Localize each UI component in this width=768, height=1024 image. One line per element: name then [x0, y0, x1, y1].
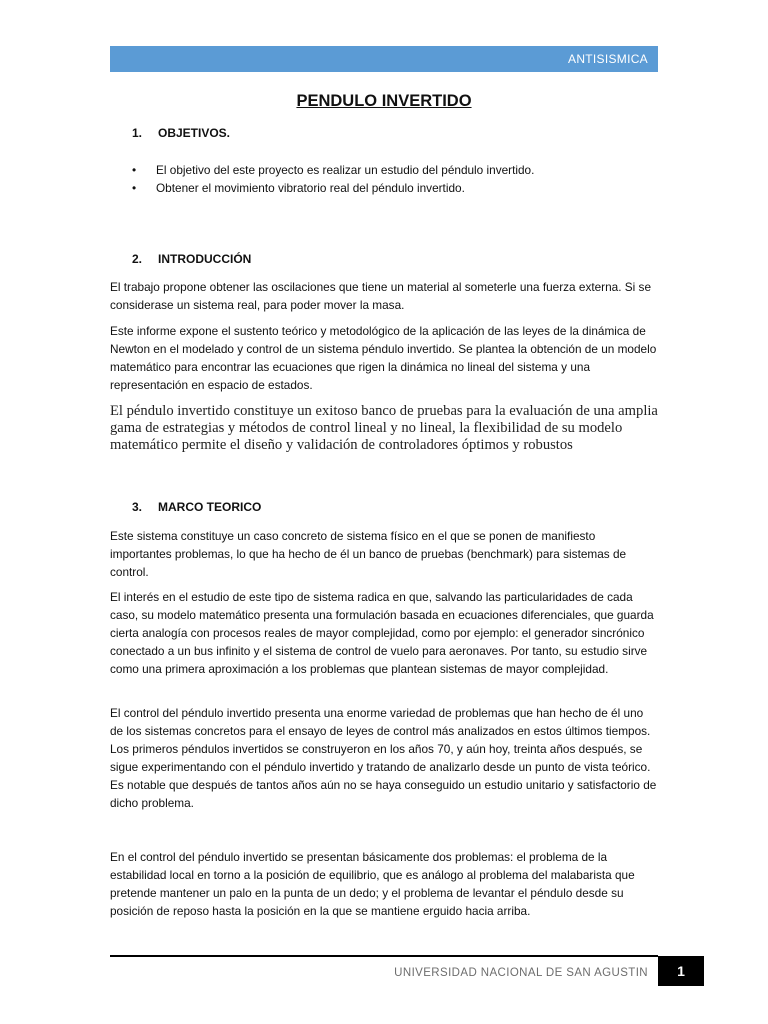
header-bar — [110, 46, 658, 72]
intro-paragraph-1: El trabajo propone obtener las oscilaciones que tiene un material al someterle una fuerza externa. Si se considerase un sistema real, para poder mover la masa. — [110, 280, 652, 312]
section-heading-objetivos — [132, 126, 230, 140]
intro-paragraph-3: El péndulo invertido constituye un exitoso banco de pruebas para la evaluación de una amplia gama de estrategias y métodos de control lineal y no lineal, la flexibilidad de su modelo matemático permite el diseño y validación de controladores óptimos y robustos — [110, 403, 658, 453]
list-item — [132, 161, 534, 179]
section-number: 3. — [132, 500, 143, 514]
bullet-icon: • — [132, 181, 137, 195]
page-number: 1 — [658, 956, 704, 986]
footer-university: UNIVERSIDAD NACIONAL DE SAN AGUSTIN — [394, 967, 648, 979]
section-number: 1. — [132, 126, 143, 140]
section-title: OBJETIVOS. — [158, 126, 231, 140]
marco-paragraph-1: Este sistema constituye un caso concreto de sistema físico en el que se ponen de manifiesto importantes problemas, lo que ha hecho de él un banco de pruebas (benchmark) para sistemas de control. — [110, 529, 627, 579]
header-text: ANTISISMICA — [568, 52, 648, 66]
section-title: MARCO TEORICO — [158, 500, 262, 514]
section-number: 2. — [132, 252, 143, 266]
list-item-text: Obtener el movimiento vibratorio real del péndulo invertido. — [156, 181, 465, 195]
footer-divider — [110, 955, 658, 957]
list-item — [132, 179, 534, 197]
page-title: PENDULO INVERTIDO — [296, 92, 472, 110]
marco-paragraph-2: El interés en el estudio de este tipo de sistema radica en que, salvando las particularidades de cada caso, su modelo matemático presenta una formulación basada en ecuaciones diferenciales, que guarda cierta analogía con procesos reales de mayor complejidad, como por ejemplo: el generador sincrónico conectado a un bus infinito y el sistema de control de vuelo para aeronaves. Por tanto, su estudio sirve como una primera aproximación a los problemas que plantean sistemas de mayor complejidad. — [110, 590, 654, 676]
section-heading-introduccion — [132, 252, 251, 266]
list-item-text: El objetivo del este proyecto es realizar un estudio del péndulo invertido. — [156, 163, 535, 177]
intro-paragraph-2: Este informe expone el sustento teórico y metodológico de la aplicación de las leyes de la dinámica de Newton en el modelado y control de un sistema péndulo invertido. Se plantea la obtención de un modelo matemático para encontrar las ecuaciones que rigen la dinámica no lineal del sistema y una representación en espacio de estados. — [110, 324, 657, 392]
marco-paragraph-4: En el control del péndulo invertido se presentan básicamente dos problemas: el problema de la estabilidad local en torno a la posición de equilibrio, que es análogo al problema del malabarista que pretende mantener un palo en la punta de un dedo; y el problema de levantar el péndulo desde su posición de reposo hasta la posición en la que se mantiene erguido hacia arriba. — [110, 850, 635, 918]
bullet-icon: • — [132, 163, 137, 177]
objectives-list — [132, 161, 534, 197]
section-title: INTRODUCCIÓN — [158, 252, 252, 266]
marco-paragraph-3: El control del péndulo invertido presenta una enorme variedad de problemas que han hecho de él uno de los sistemas concretos para el ensayo de leyes de control más analizados en estos últimos tiempos. Los primeros péndulos invertidos se construyeron en los años 70, y aún hoy, treinta años después, se sigue experimentando con el péndulo invertido y tratando de analizarlo desde un punto de vista teórico. Es notable que después de tantos años aún no se haya conseguido un estudio unitario y satisfactorio de dicho problema. — [110, 706, 657, 810]
section-heading-marco-teorico — [132, 500, 261, 514]
